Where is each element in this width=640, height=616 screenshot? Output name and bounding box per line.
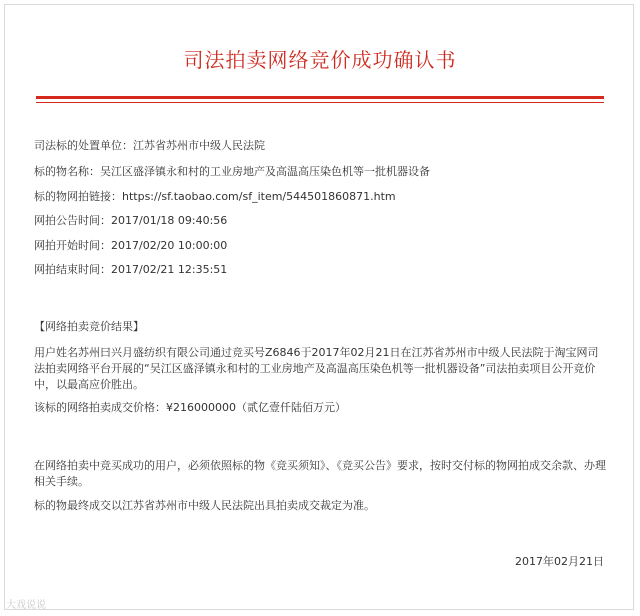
end-value: 2017/02/21 12:35:51 [111, 263, 228, 276]
watermark-text: 大戏说说 [6, 600, 46, 611]
object-value: 吴江区盛泽镇永和村的工业房地产及高温高压染色机等一批机器设备 [100, 165, 430, 178]
title-rule-thick [36, 96, 604, 99]
price-value: ¥216000000（贰亿壹仟陆佰万元） [166, 401, 346, 414]
document-title: 司法拍卖网络竞价成功确认书 [183, 48, 457, 72]
info-link [34, 190, 396, 204]
auction-link[interactable]: https://sf.taobao.com/sf_item/544501860871.htm [122, 190, 396, 203]
notice-paragraph-1: 在网络拍卖中竞买成功的用户，必须依照标的物《竞买须知》、《竞买公告》要求，按时交付标的物网拍成交余款、办理相关手续。 [34, 459, 606, 488]
unit-value: 江苏省苏州市中级人民法院 [133, 139, 265, 152]
unit-label: 司法标的处置单位： [34, 139, 133, 152]
announce-label: 网拍公告时间： [34, 214, 111, 227]
result-price [34, 401, 346, 415]
object-label: 标的物名称： [34, 165, 100, 178]
end-label: 网拍结束时间： [34, 263, 111, 276]
start-label: 网拍开始时间： [34, 239, 111, 252]
info-end-time [34, 263, 227, 277]
info-start-time [34, 239, 227, 253]
notice-paragraph-2: 标的物最终成交以江苏省苏州市中级人民法院出具拍卖成交裁定为准。 [34, 499, 375, 512]
result-paragraph: 用户姓名苏州曰兴月盛纺织有限公司通过竞买号Z6846于2017年02月21日在江苏省苏州市中级人民法院于淘宝网司法拍卖网络平台开展的“吴江区盛泽镇永和村的工业房地产及高温高压染色机等一批机器设备”司法拍卖项目公开竞价中，以最高应价胜出。 [34, 346, 599, 391]
info-unit [34, 139, 265, 153]
title-rule-thin [36, 102, 604, 103]
start-value: 2017/02/20 10:00:00 [111, 239, 228, 252]
info-object [34, 165, 430, 179]
link-label: 标的物网拍链接： [34, 190, 122, 203]
document-date: 2017年02月21日 [515, 555, 604, 568]
result-heading: 【网络拍卖竞价结果】 [34, 320, 144, 333]
announce-value: 2017/01/18 09:40:56 [111, 214, 228, 227]
document-frame [4, 4, 634, 610]
price-label: 该标的网络拍卖成交价格： [34, 401, 166, 414]
info-announce-time [34, 214, 227, 228]
